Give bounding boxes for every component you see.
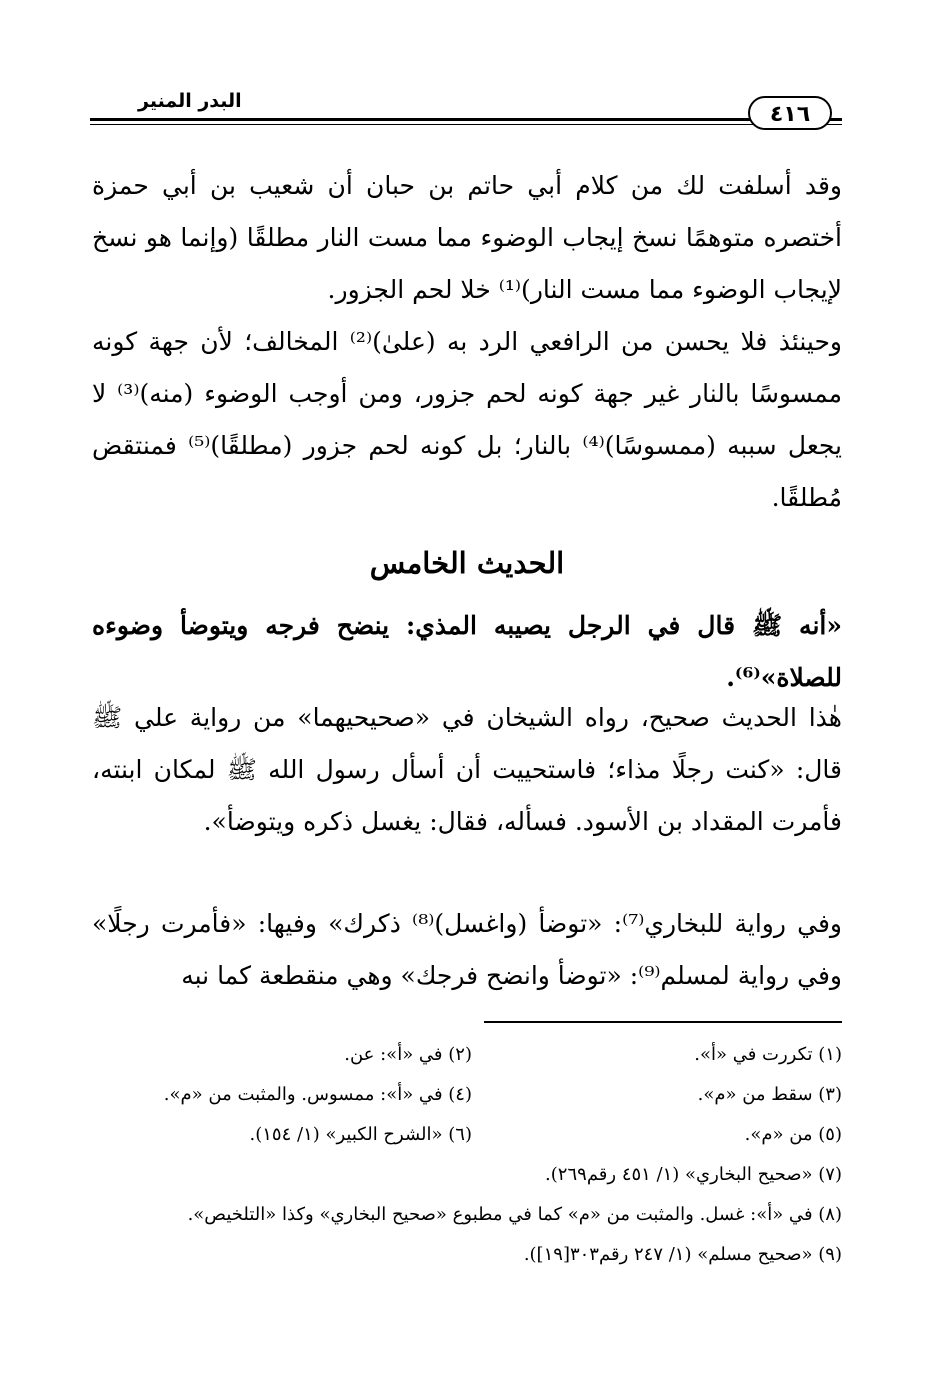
- paragraph-3: [92, 692, 842, 848]
- footnote-2: (٢) في «أ»: عن.: [344, 1044, 472, 1065]
- header-rule-thin: [90, 124, 842, 125]
- hadith-quote-text: «أنه ﷺ قال في الرجل يصيبه المذي: ينضح فرجه ويتوضأ وضوءه للصلاة»⁽⁶⁾.: [92, 611, 842, 692]
- paragraph-4-text: وفي رواية للبخاري⁽⁷⁾: «توضأ (واغسل)⁽⁸⁾ ذكرك» وفيها: «فأمرت رجلًا» وفي رواية لمسلم⁽⁹⁾: «توضأ وانضح فرجك» وهي منقطعة كما نبه: [92, 909, 842, 990]
- paragraph-1-text: وقد أسلفت لك من كلام أبي حاتم بن حبان أن شعيب بن أبي حمزة أختصره متوهمًا نسخ إيجاب الوضوء مما مست النار مطلقًا (وإنما هو نسخ لإيجاب الوضوء مما مست النار)⁽¹⁾ خلا لحم الجزور.: [92, 171, 842, 304]
- footnote-5: (٥) من «م».: [744, 1124, 842, 1145]
- footnote-4: (٤) في «أ»: ممسوس. والمثبت من «م».: [163, 1084, 472, 1105]
- footnote-1: (١) تكررت في «أ».: [694, 1044, 842, 1065]
- book-title: البدر المنير: [130, 90, 250, 112]
- page-header: [90, 88, 842, 134]
- page-number: ٤١٦: [748, 96, 832, 130]
- footnote-7: (٧) «صحيح البخاري» (١/ ٤٥١ رقم٢٦٩).: [545, 1164, 842, 1185]
- paragraph-4: [92, 898, 842, 1002]
- header-rule-thick: [90, 118, 842, 121]
- footnote-8: (٨) في «أ»: غسل. والمثبت من «م» كما في مطبوع «صحيح البخاري» وكذا «التلخيص».: [187, 1204, 842, 1225]
- paragraph-3-text: هٰذا الحديث صحيح، رواه الشيخان في «صحيحيهما» من رواية علي ﷺ قال: «كنت رجلًا مذاء؛ فاستحييت أن أسأل رسول الله ﷺ لمكان ابنته، فأمرت المقداد بن الأسود. فسأله، فقال: يغسل ذكره ويتوضأ».: [92, 703, 842, 836]
- paragraph-2-text: وحينئذ فلا يحسن من الرافعي الرد به (علىٰ)⁽²⁾ المخالف؛ لأن جهة كونه ممسوسًا بالنار غير جهة كونه لحم جزور، ومن أوجب الوضوء (منه)⁽³⁾ لا يجعل سببه (ممسوسًا)⁽⁴⁾ بالنار؛ بل كونه لحم جزور (مطلقًا)⁽⁵⁾ فمنتقض مُطلقًا.: [92, 327, 842, 512]
- footnote-separator: [484, 1021, 842, 1023]
- footnote-6: (٦) «الشرح الكبير» (١/ ١٥٤).: [249, 1124, 472, 1145]
- footnote-3: (٣) سقط من «م».: [697, 1084, 842, 1105]
- paragraph-2: [92, 316, 842, 524]
- hadith-quote: [92, 600, 842, 704]
- footnote-9: (٩) «صحيح مسلم» (١/ ٢٤٧ رقم٣٠٣[١٩]).: [523, 1244, 842, 1265]
- paragraph-1: [92, 160, 842, 316]
- section-heading: الحديث الخامس: [369, 546, 565, 580]
